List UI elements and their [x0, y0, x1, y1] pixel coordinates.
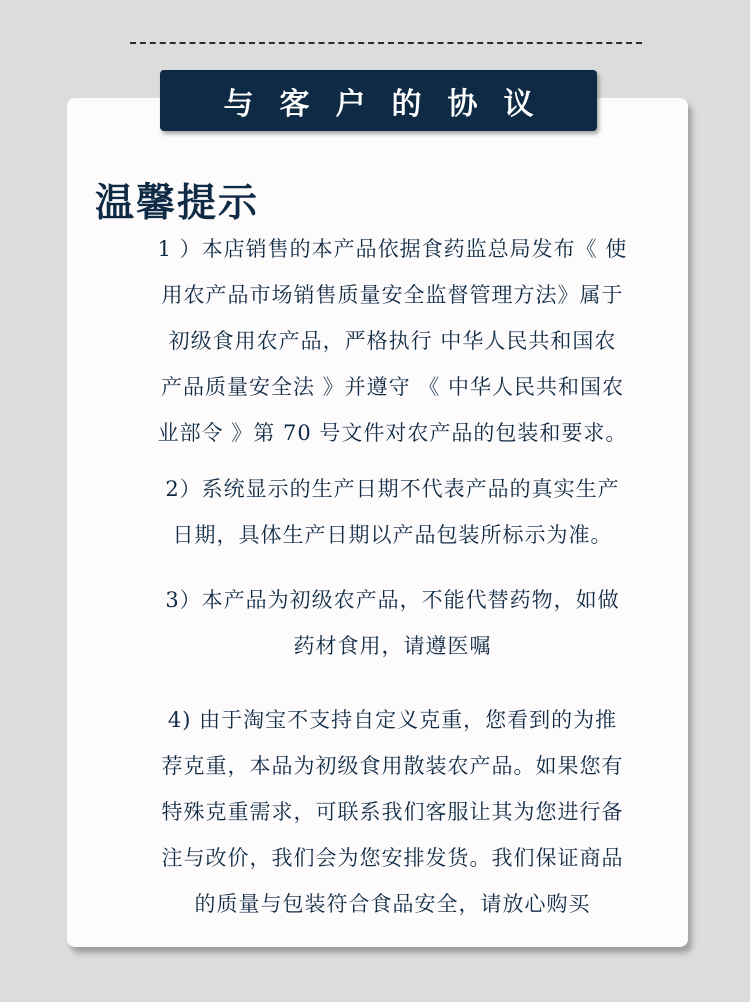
- notice-line: 荐克重，本品为初级食用散装农产品。如果您有: [161, 754, 624, 778]
- notice-line: 业部令 》第 70 号文件对农产品的包装和要求。: [157, 421, 628, 445]
- agreement-banner: [160, 70, 597, 131]
- dashed-divider: [130, 42, 642, 44]
- notice-line: 产品质量安全法 》并遵守 《 中华人民共和国农: [160, 375, 625, 399]
- notice-heading: 温馨提示: [95, 180, 260, 226]
- notice-line: 特殊克重需求，可联系我们客服让其为您进行备: [161, 800, 624, 824]
- notice-item-1: [105, 226, 680, 456]
- notice-line: 3）本产品为初级农产品，不能代替药物，如做: [165, 588, 620, 612]
- notice-item-4: [105, 697, 680, 927]
- notice-line: 初级食用农产品，严格执行 中华人民共和国农: [168, 329, 617, 353]
- notice-line: 1 ）本店销售的本产品依据食药监总局发布《 使: [157, 237, 628, 261]
- notice-line: 药材食用，请遵医嘱: [293, 634, 492, 658]
- notice-line: 4) 由于淘宝不支持自定义克重，您看到的为推: [167, 708, 618, 732]
- notice-line: 用农产品市场销售质量安全监督管理方法》属于: [161, 283, 624, 307]
- notice-line: 注与改价，我们会为您安排发货。我们保证商品: [161, 846, 624, 870]
- notice-item-3: [105, 577, 680, 669]
- notice-line: 2）系统显示的生产日期不代表产品的真实生产: [165, 477, 620, 501]
- notice-line: 的质量与包装符合食品安全，请放心购买: [194, 892, 591, 916]
- notice-item-2: [105, 466, 680, 558]
- banner-title: 与客户的协议: [223, 86, 560, 122]
- notice-line: 日期，具体生产日期以产品包装所标示为准。: [172, 523, 613, 547]
